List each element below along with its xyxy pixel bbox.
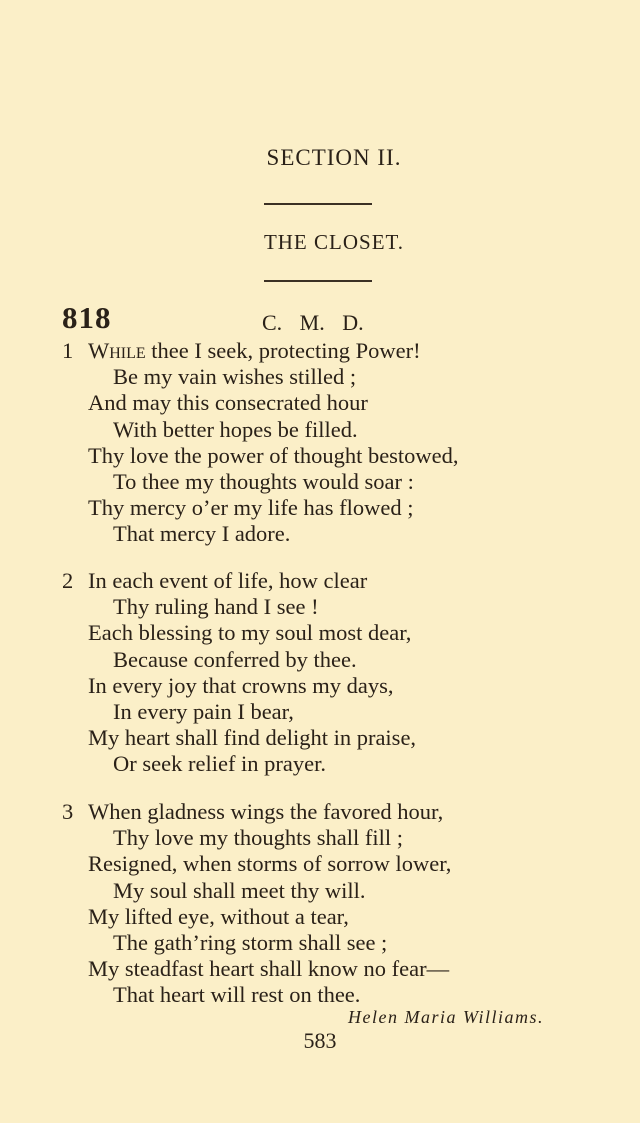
verse-line-text: With better hopes be filled. bbox=[113, 416, 358, 442]
divider-top bbox=[264, 203, 372, 205]
section-title: SECTION II. bbox=[266, 145, 402, 170]
verse-line-text: In every pain I bear, bbox=[113, 698, 294, 724]
verse-line bbox=[0, 495, 640, 521]
verse-line bbox=[0, 647, 640, 673]
hymn-meter: C. M. D. bbox=[262, 310, 364, 335]
verse-line bbox=[0, 673, 640, 699]
verse-first-word: While bbox=[88, 338, 146, 363]
verse-line bbox=[0, 568, 640, 594]
verse-line-text: When gladness wings the favored hour, bbox=[88, 799, 444, 824]
verse-line bbox=[0, 364, 640, 390]
verse-line-text: The gath’ring storm shall see ; bbox=[113, 929, 388, 955]
verse-line bbox=[0, 338, 640, 364]
verse-number: 2 bbox=[62, 568, 74, 593]
verse-line-text: And may this consecrated hour bbox=[88, 390, 368, 416]
verse-1 bbox=[0, 338, 640, 548]
verse-line-text: In each event of life, how clear bbox=[88, 568, 368, 593]
verse-line bbox=[0, 930, 640, 956]
page-number: 583 bbox=[303, 1028, 337, 1053]
verse-line bbox=[0, 851, 640, 877]
verse-line-text: That heart will rest on thee. bbox=[113, 982, 361, 1008]
verse-line-text: Or seek relief in prayer. bbox=[113, 751, 327, 777]
divider-bottom bbox=[264, 280, 372, 282]
verse-line-text: My steadfast heart shall know no fear— bbox=[88, 956, 450, 982]
verse-line bbox=[0, 594, 640, 620]
verse-2 bbox=[0, 568, 640, 778]
verse-line bbox=[0, 390, 640, 416]
hymn-author: Helen Maria Williams. bbox=[348, 1007, 544, 1027]
verse-line-text: My heart shall find delight in praise, bbox=[88, 725, 417, 751]
verse-line bbox=[0, 725, 640, 751]
verse-line-text: Thy ruling hand I see ! bbox=[113, 594, 319, 620]
verse-line bbox=[0, 469, 640, 495]
verse-line bbox=[0, 521, 640, 547]
verse-line-text: Be my vain wishes stilled ; bbox=[113, 364, 357, 390]
verse-line-text: That mercy I adore. bbox=[113, 521, 291, 547]
verse-line-text: My soul shall meet thy will. bbox=[113, 877, 366, 903]
verse-line bbox=[0, 443, 640, 469]
verse-number: 1 bbox=[62, 338, 74, 363]
verse-line-text: My lifted eye, without a tear, bbox=[88, 903, 349, 929]
verse-line-text: Resigned, when storms of sorrow lower, bbox=[88, 851, 452, 877]
verse-line bbox=[0, 751, 640, 777]
verse-line bbox=[0, 956, 640, 982]
verse-line-text: In every joy that crowns my days, bbox=[88, 672, 394, 698]
verse-line bbox=[0, 904, 640, 930]
verse-number: 3 bbox=[62, 799, 74, 824]
verse-line bbox=[0, 982, 640, 1008]
section-subtitle: THE CLOSET. bbox=[263, 230, 405, 254]
verse-line-text: To thee my thoughts would soar : bbox=[113, 468, 414, 494]
verse-line-text: Each blessing to my soul most dear, bbox=[88, 620, 412, 646]
verse-line bbox=[0, 799, 640, 825]
verse-line-text bbox=[88, 338, 421, 364]
verse-line bbox=[0, 620, 640, 646]
verse-line bbox=[0, 699, 640, 725]
verse-line-text: Because conferred by thee. bbox=[113, 646, 357, 672]
verse-line bbox=[0, 878, 640, 904]
verse-line bbox=[0, 417, 640, 443]
hymn-number: 818 bbox=[62, 300, 112, 335]
verse-line-text: Thy love my thoughts shall fill ; bbox=[113, 825, 403, 851]
verse-line-rest: thee I seek, protecting Power! bbox=[145, 338, 421, 363]
verse-line bbox=[0, 825, 640, 851]
verse-3 bbox=[0, 799, 640, 1009]
verse-line-text: Thy mercy o’er my life has flowed ; bbox=[88, 495, 414, 521]
verse-line-text: Thy love the power of thought bestowed, bbox=[88, 442, 459, 468]
